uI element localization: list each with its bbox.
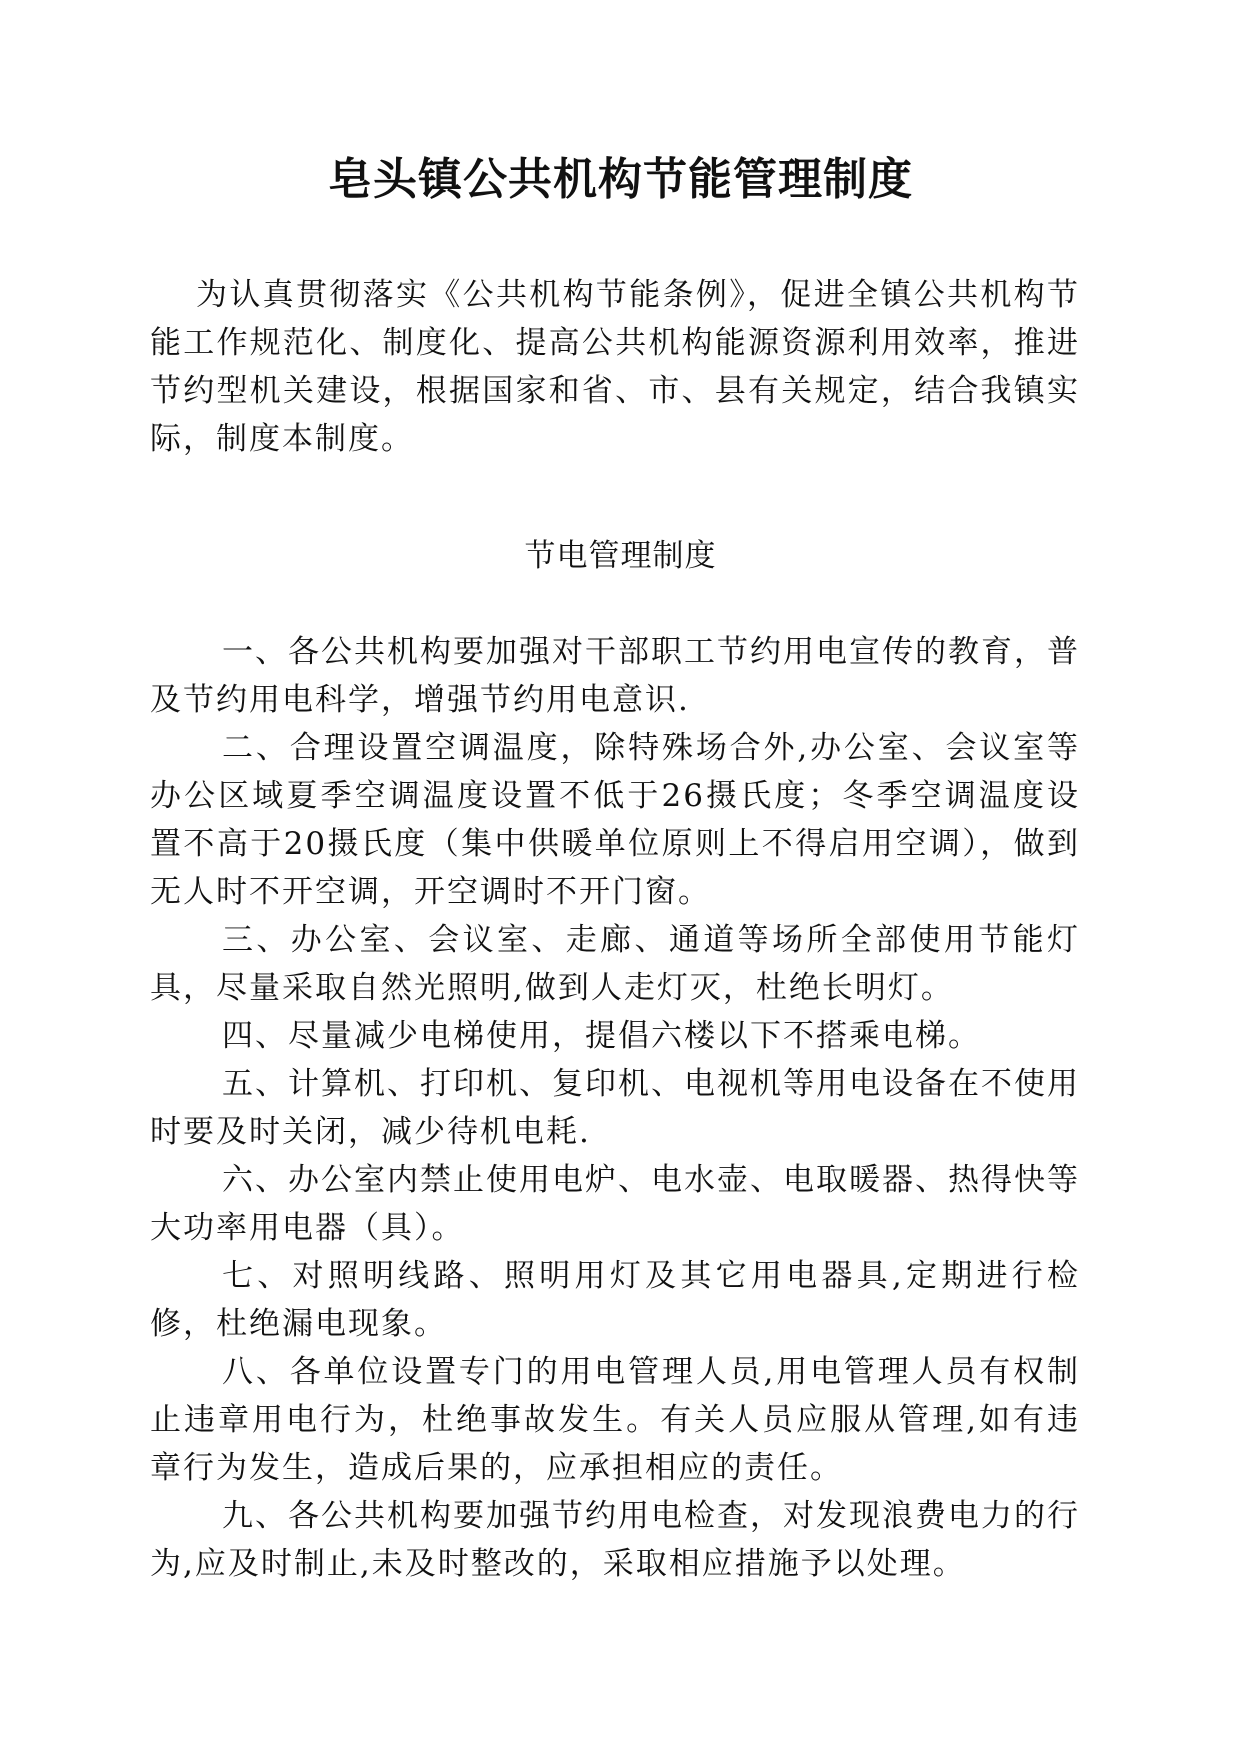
rule-item-2: 二、合理设置空调温度，除特殊场合外,办公室、会议室等办公区域夏季空调温度设置不低于26摄氏度；冬季空调温度设置不高于20摄氏度（集中供暖单位原则上不得启用空调），做到无人时不开空调，开空调时不开门窗。 — [150, 730, 1080, 910]
rule-item-7: 七、对照明线路、照明用灯及其它用电器具,定期进行检修，杜绝漏电现象。 — [150, 1258, 1080, 1342]
rule-item-3: 三、办公室、会议室、走廊、通道等场所全部使用节能灯具，尽量采取自然光照明,做到人走灯灭，杜绝长明灯。 — [150, 922, 1080, 1006]
rule-item-1: 一、各公共机构要加强对干部职工节约用电宣传的教育，普及节约用电科学，增强节约用电意识. — [150, 634, 1080, 718]
rule-item-9: 九、各公共机构要加强节约用电检查，对发现浪费电力的行为,应及时制止,未及时整改的，采取相应措施予以处理。 — [150, 1498, 1080, 1582]
rule-item-5: 五、计算机、打印机、复印机、电视机等用电设备在不使用时要及时关闭，减少待机电耗. — [150, 1066, 1080, 1150]
intro-paragraph: 为认真贯彻落实《公共机构节能条例》，促进全镇公共机构节能工作规范化、制度化、提高公共机构能源资源利用效率，推进节约型机关建设，根据国家和省、市、县有关规定，结合我镇实际，制度本制度。 — [150, 277, 1080, 457]
section-heading: 节电管理制度 — [524, 538, 717, 574]
document-title: 皂头镇公共机构节能管理制度 — [328, 154, 913, 205]
rules-list — [150, 628, 1080, 1588]
rule-item-6: 六、办公室内禁止使用电炉、电水壶、电取暖器、热得快等大功率用电器（具）。 — [150, 1162, 1080, 1246]
rule-item-4: 四、尽量减少电梯使用，提倡六楼以下不搭乘电梯。 — [222, 1018, 981, 1054]
rule-item-8: 八、各单位设置专门的用电管理人员,用电管理人员有权制止违章用电行为，杜绝事故发生。有关人员应服从管理,如有违章行为发生，造成后果的，应承担相应的责任。 — [150, 1354, 1080, 1486]
